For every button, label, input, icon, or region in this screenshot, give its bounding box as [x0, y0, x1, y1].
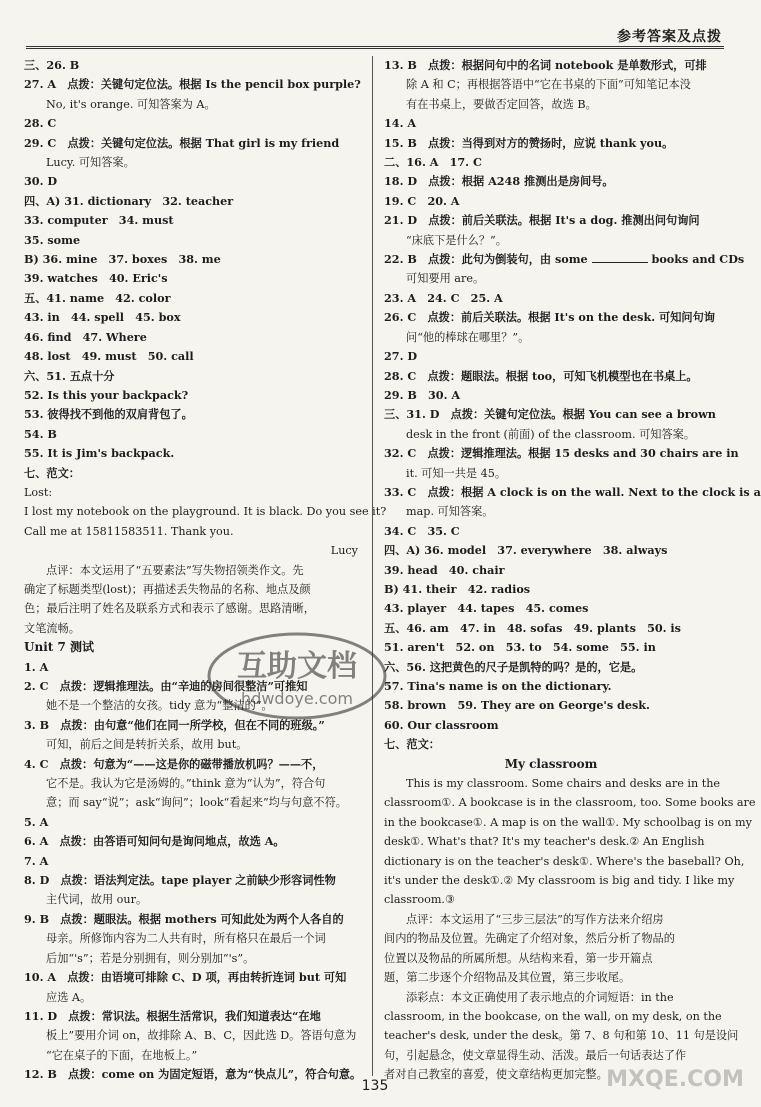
right-column-line: 有在书桌上，要做否定回答，故选 B。: [406, 97, 597, 111]
right-column-line: 可知要用 are。: [406, 272, 485, 286]
right-column-line: it. 可知一共是 45。: [406, 466, 507, 480]
left-column-line: 39. watches 40. Eric's: [24, 271, 168, 286]
left-column-line: 后加“'s”；若是分别拥有，则分别加“'s”。: [46, 951, 255, 965]
right-column-line: desk in the front (前面) of the classroom. 可知答案。: [406, 427, 696, 441]
essay-line-6: it's under the desk①.② My classroom is big and tidy. I like my: [384, 874, 735, 888]
left-column-line: 色；最后注明了姓名及联系方式和表示了感谢。思路清晰，: [24, 602, 315, 616]
right-column-line: 三、31. D 点拨：关键句定位法。根据 You can see a brown: [384, 407, 716, 422]
left-column-line: 33. computer 34. must: [24, 213, 174, 228]
column-divider: [372, 56, 373, 1076]
left-column-line: Lost:: [24, 485, 53, 499]
right-column-line: 点评：本文运用了“三步三层法”的写作方法来介绍房: [406, 912, 664, 926]
left-column-line: 五、41. name 42. color: [24, 290, 171, 305]
right-column-line: 26. C 点拨：前后关联法。根据 It's on the desk. 可知问句询: [384, 310, 715, 325]
right-column-line: 27. D: [384, 349, 418, 364]
left-column-line: 12. B 点拨：come on 为固定短语，意为“快点儿”，符合句意。: [24, 1067, 362, 1082]
left-column-line: 30. D: [24, 174, 58, 189]
left-column-line: I lost my notebook on the playground. It is black. Do you see it?: [24, 505, 387, 519]
left-column-line: 27. A 点拨：关键句定位法。根据 Is the pencil box purple?: [24, 77, 361, 92]
right-column-line: 34. C 35. C: [384, 523, 460, 538]
header-rule: [26, 46, 724, 49]
left-column-line: 板上”要用介词 on，故排除 A、B、C，因此选 D。答语句意为: [46, 1029, 357, 1043]
right-column-line: 七、范文：: [384, 737, 440, 752]
left-column-line: 48. lost 49. must 50. call: [24, 349, 194, 364]
answer-22-part1: 22. B 点拨：此句为倒装句，由 some: [384, 252, 588, 267]
left-column-line: 3. B 点拨：由句意“他们在同一所学校，但在不同的班级。”: [24, 717, 325, 732]
left-column-line: 46. find 47. Where: [24, 329, 147, 344]
left-column-line: 11. D 点拨：常识法。根据生活常识，我们知道表达“在地: [24, 1008, 321, 1023]
left-column-line: 它不是。我认为它是汤姆的。”think 意为“认为”，符合句: [46, 777, 326, 791]
left-column-line: 8. D 点拨：语法判定法。tape player 之前缺少形容词性物: [24, 873, 336, 888]
left-column-line: 她不是一个整洁的女孩。tidy 意为“整洁的”。: [46, 699, 273, 713]
right-column-middle: [384, 269, 761, 754]
right-column-line: 39. head 40. chair: [384, 562, 505, 577]
left-column-line: 母亲。所修饰内容为二人共有时，所有格只在最后一个词: [46, 932, 326, 946]
left-column-line: Lucy: [330, 544, 358, 558]
answer-22: [384, 250, 745, 269]
answer-22-part2: books and CDs: [651, 252, 745, 267]
right-column-line: 15. B 点拨：当得到对方的赞扬时，应说 thank you。: [384, 135, 674, 150]
left-column-line: 意；而 say“说”；ask“询问”；look“看起来”均与句意不符。: [46, 796, 347, 810]
left-column-line: 6. A 点拨：由答语可知问句是询问地点，故选 A。: [24, 834, 285, 849]
header-title: 参考答案及点拨: [617, 29, 722, 45]
left-column: [24, 56, 387, 1082]
right-column-line: 位置以及物品的所属所想。从结构来看，第一步开篇点: [384, 951, 653, 965]
right-column-line: 23. A 24. C 25. A: [384, 290, 503, 305]
right-column-line: 添彩点：本文正确使用了表示地点的介词短语：in the: [406, 990, 674, 1004]
left-column-line: 28. C: [24, 116, 57, 131]
left-column-line: 七、范文：: [24, 465, 80, 480]
right-column-line: 问“他的棒球在哪里？”。: [406, 330, 530, 344]
page-number: 135: [361, 1078, 389, 1094]
left-column-line: 9. B 点拨：题眼法。根据 mothers 可知此处为两个人各自的: [24, 911, 344, 926]
right-column-line: 间内的物品及位置。先确定了介绍对象，然后分析了物品的: [384, 932, 675, 946]
left-column-line: 点评：本文运用了“五要素法”写失物招领类作文。先: [46, 563, 304, 577]
right-column-line: 六、56. 这把黄色的尺子是凯特的吗？是的，它是。: [384, 659, 643, 674]
essay-title: My classroom: [504, 756, 598, 771]
left-column-line: 四、A) 31. dictionary 32. teacher: [24, 193, 234, 208]
watermark-text: 互助文档: [237, 649, 357, 684]
essay-line-5: dictionary is on the teacher's desk①. Where's the baseball? Oh,: [384, 854, 745, 868]
right-column-line: 14. A: [384, 116, 417, 131]
left-column-line: 53. 彼得找不到他的双肩背包了。: [24, 407, 193, 422]
watermark-logo: [205, 628, 390, 724]
left-column-line: Lucy. 可知答案。: [46, 156, 135, 170]
left-column-line: B) 36. mine 37. boxes 38. me: [24, 252, 221, 267]
right-column-line: classroom, in the bookcase, on the wall, on my desk, on the: [384, 1009, 722, 1023]
left-column-line: 55. It is Jim's backpack.: [24, 446, 175, 461]
right-column-top: [384, 56, 718, 250]
right-column-line: 43. player 44. tapes 45. comes: [384, 601, 589, 616]
right-column-line: 19. C 20. A: [384, 193, 460, 208]
right-column-line: 18. D 点拨：根据 A248 推测出是房间号。: [384, 174, 614, 189]
left-column-line: 10. A 点拨：由语境可排除 C、D 项，再由转折连词 but 可知: [24, 970, 347, 985]
left-column-line: 主代词，故用 our。: [46, 893, 148, 907]
watermark-url: hdwdoye.com: [241, 689, 353, 708]
right-column-line: teacher's desk, under the desk。第 7、8 句和第 10、11 句是设问: [384, 1029, 739, 1043]
right-column-line: 13. B 点拨：根据问句中的名词 notebook 是单数形式，可排: [384, 58, 707, 72]
left-column-line: 29. C 点拨：关键句定位法。根据 That girl is my friend: [24, 135, 340, 150]
right-column-line: “床底下是什么？”。: [406, 233, 507, 247]
right-column-line: 五、46. am 47. in 48. sofas 49. plants 50. is: [384, 620, 681, 635]
essay-line-2: classroom①. A bookcase is in the classroom, too. Some books are: [384, 796, 756, 810]
left-column-line: 应选 A。: [46, 990, 92, 1004]
right-column-line: 29. B 30. A: [384, 387, 461, 402]
right-column-line: 60. Our classroom: [384, 717, 499, 732]
right-column-line: 32. C 点拨：逻辑推理法。根据 15 desks and 30 chairs are in: [384, 446, 739, 461]
essay-line-1: This is my classroom. Some chairs and desks are in the: [406, 777, 721, 791]
right-column-line: B) 41. their 42. radios: [384, 581, 531, 596]
right-column-line: 者对自己教室的喜爱，使文章结构更加完整。: [384, 1068, 608, 1082]
left-column-line: 4. C 点拨：句意为“——这是你的磁带播放机吗？——不，: [24, 756, 324, 771]
left-column-line: 文笔流畅。: [24, 621, 80, 635]
right-column-line: 58. brown 59. They are on George's desk.: [384, 698, 650, 713]
left-column-line: 六、51. 五点十分: [24, 368, 115, 383]
right-column-line: 二、16. A 17. C: [384, 155, 482, 170]
left-column-line: Unit 7 测试: [24, 640, 94, 655]
right-column-line: map. 可知答案。: [406, 505, 494, 519]
left-column-line: No, it's orange. 可知答案为 A。: [46, 97, 216, 111]
left-column-line: 确定了标题类型(lost)；再描述丢失物品的名称、地点及颜: [24, 582, 311, 596]
right-column-line: 题，第二步逐个介绍物品及其位置，第三步收尾。: [384, 971, 631, 985]
left-column-line: 2. C 点拨：逻辑推理法。由“辛迪的房间很整洁”可推知: [24, 679, 308, 693]
left-column-line: 5. A: [24, 814, 49, 829]
right-column-line: 四、A) 36. model 37. everywhere 38. always: [384, 543, 668, 558]
essay-line-4: desk①. What's that? It's my teacher's desk.② An English: [384, 835, 705, 849]
right-column-line: 28. C 点拨：题眼法。根据 too，可知飞机模型也在书桌上。: [384, 368, 698, 383]
corner-watermark-text: MXQE.COM: [606, 1067, 744, 1092]
left-column-line: 7. A: [24, 853, 49, 868]
left-column-line: 1. A: [24, 659, 49, 674]
right-column-line: 33. C 点拨：根据 A clock is on the wall. Next to the clock is a: [384, 484, 761, 499]
left-column-line: “它在桌子的下面，在地板上。”: [46, 1048, 198, 1062]
page-header: [0, 0, 750, 50]
left-column-line: 35. some: [24, 232, 81, 247]
right-column-line: 51. aren't 52. on 53. to 54. some 55. in: [384, 640, 656, 655]
right-column-line: 21. D 点拨：前后关联法。根据 It's a dog. 推测出问句询问: [384, 213, 700, 228]
left-column-line: 54. B: [24, 426, 57, 441]
essay-line-7: classroom.③: [384, 893, 456, 907]
left-column-line: 52. Is this your backpack?: [24, 387, 189, 402]
essay-line-3: in the bookcase①. A map is on the wall①. My schoolbag is on my: [384, 815, 752, 829]
left-column-line: 可知，前后之间是转折关系，故用 but。: [46, 738, 248, 752]
right-column-line: 除 A 和 C；再根据答语中“它在书桌的下面”可知笔记本没: [406, 78, 691, 92]
answer-22-blank: [592, 251, 648, 263]
left-column-line: 三、26. B: [24, 58, 80, 72]
left-column-line: Call me at 15811583511. Thank you.: [24, 524, 234, 538]
right-column-line: 句，引起悬念，使文章显得生动、活泼。最后一句话表达了作: [384, 1048, 687, 1062]
left-column-line: 43. in 44. spell 45. box: [24, 310, 181, 325]
right-column-line: 57. Tina's name is on the dictionary.: [384, 679, 612, 693]
